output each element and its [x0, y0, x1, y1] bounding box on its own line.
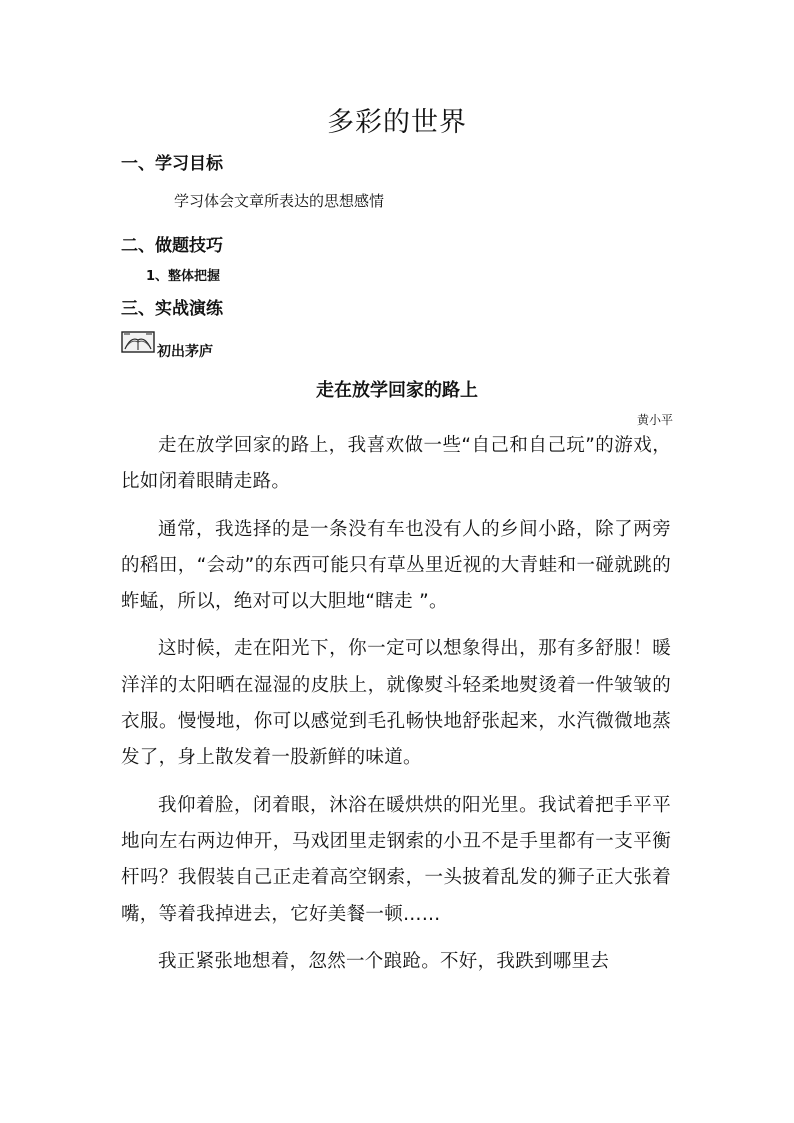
- article-paragraph: 走在放学回家的路上，我喜欢做一些“自己和自己玩”的游戏，比如闭着眼睛走路。: [121, 435, 671, 493]
- article-body: [121, 428, 671, 991]
- article-paragraph: 通常，我选择的是一条没有车也没有人的乡间小路，除了两旁的稻田，“会动”的东西可能只有草丛里近视的大青蛙和一碰就跳的蚱蜢，所以，绝对可以大胆地“瞎走 ”。: [121, 518, 671, 613]
- section-heading-skills: 二、做题技巧: [121, 236, 223, 256]
- section-heading-goals: 一、学习目标: [121, 154, 223, 174]
- article-paragraph: 我仰着脸，闭着眼，沐浴在暖烘烘的阳光里。我试着把手平平地向左右两边伸开，马戏团里走钢索的小丑不是手里都有一支平衡杆吗？我假装自己正走着高空钢索，一头披着乱发的狮子正大张着嘴，等着我掉进去，它好美餐一顿……: [121, 794, 671, 925]
- skill-item: 1、整体把握: [146, 269, 221, 284]
- article-author: 黄小平: [636, 413, 673, 427]
- badge-label: 初出茅庐: [157, 344, 213, 360]
- goal-text: 学习体会文章所表达的思想感情: [174, 192, 385, 210]
- section-heading-practice: 三、实战演练: [121, 299, 223, 319]
- article-paragraph: 我正紧张地想着，忽然一个踉跄。不好，我跌到哪里去: [158, 950, 610, 972]
- book-icon: [121, 330, 155, 354]
- page-title: 多彩的世界: [327, 107, 467, 138]
- article-title: 走在放学回家的路上: [316, 380, 478, 401]
- article-paragraph: 这时候，走在阳光下，你一定可以想象得出，那有多舒服！暖洋洋的太阳晒在湿湿的皮肤上，就像熨斗轻柔地熨烫着一件皱皱的衣服。慢慢地，你可以感觉到毛孔畅快地舒张起来，水汽微微地蒸发了，身上散发着一股新鲜的味道。: [121, 638, 671, 769]
